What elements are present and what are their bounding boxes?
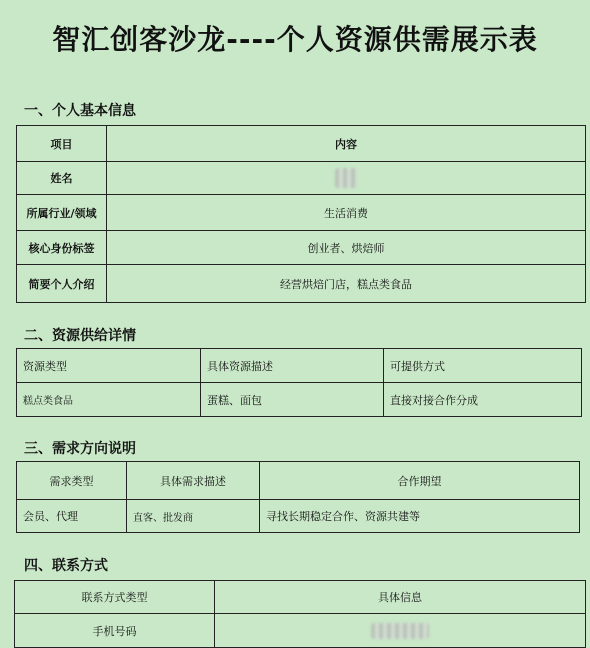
header-cell: 具体资源描述	[201, 349, 384, 383]
row-value: 创业者、烘焙师	[107, 231, 586, 265]
demand-table	[16, 461, 580, 533]
row-label: 简要个人介绍	[17, 265, 107, 303]
table-cell: 会员、代理	[17, 500, 127, 533]
table-cell: 直客、批发商	[127, 500, 260, 533]
redacted-name	[335, 168, 357, 188]
table-header-row	[17, 349, 582, 383]
table-row	[17, 383, 582, 417]
supply-table	[16, 348, 582, 417]
header-cell: 合作期望	[260, 462, 580, 500]
table-header-row	[17, 462, 580, 500]
row-label: 所属行业/领域	[17, 195, 107, 231]
row-value: 生活消费	[107, 195, 586, 231]
contact-table	[14, 580, 586, 648]
table-row	[17, 500, 580, 533]
table-cell: 寻找长期稳定合作、资源共建等	[260, 500, 580, 533]
header-cell: 项目	[17, 126, 107, 162]
table-row	[17, 195, 586, 231]
row-value: 经营烘焙门店，糕点类食品	[107, 265, 586, 303]
contact-type-cell: 手机号码	[15, 614, 215, 648]
header-cell: 资源类型	[17, 349, 201, 383]
section-heading-contact: 四、联系方式	[24, 558, 108, 574]
table-header-row	[15, 581, 586, 614]
basic-info-table	[16, 125, 586, 303]
table-row	[17, 265, 586, 303]
header-cell: 内容	[107, 126, 586, 162]
header-cell: 可提供方式	[384, 349, 582, 383]
header-cell: 联系方式类型	[15, 581, 215, 614]
name-value	[107, 162, 586, 195]
table-cell: 直接对接合作分成	[384, 383, 582, 417]
header-cell: 具体信息	[215, 581, 586, 614]
page-title: 智汇创客沙龙----个人资源供需展示表	[52, 23, 538, 56]
table-cell: 蛋糕、面包	[201, 383, 384, 417]
table-row	[17, 162, 586, 195]
redacted-phone	[371, 623, 429, 639]
table-row	[17, 231, 586, 265]
table-header-row	[17, 126, 586, 162]
table-row	[15, 614, 586, 648]
contact-value-cell	[215, 614, 586, 648]
header-cell: 需求类型	[17, 462, 127, 500]
table-cell: 糕点类食品	[17, 383, 201, 417]
row-label: 姓名	[17, 162, 107, 195]
section-heading-supply: 二、资源供给详情	[24, 328, 136, 344]
section-heading-basic: 一、个人基本信息	[24, 103, 136, 119]
row-label: 核心身份标签	[17, 231, 107, 265]
section-heading-demand: 三、需求方向说明	[24, 441, 136, 457]
header-cell: 具体需求描述	[127, 462, 260, 500]
